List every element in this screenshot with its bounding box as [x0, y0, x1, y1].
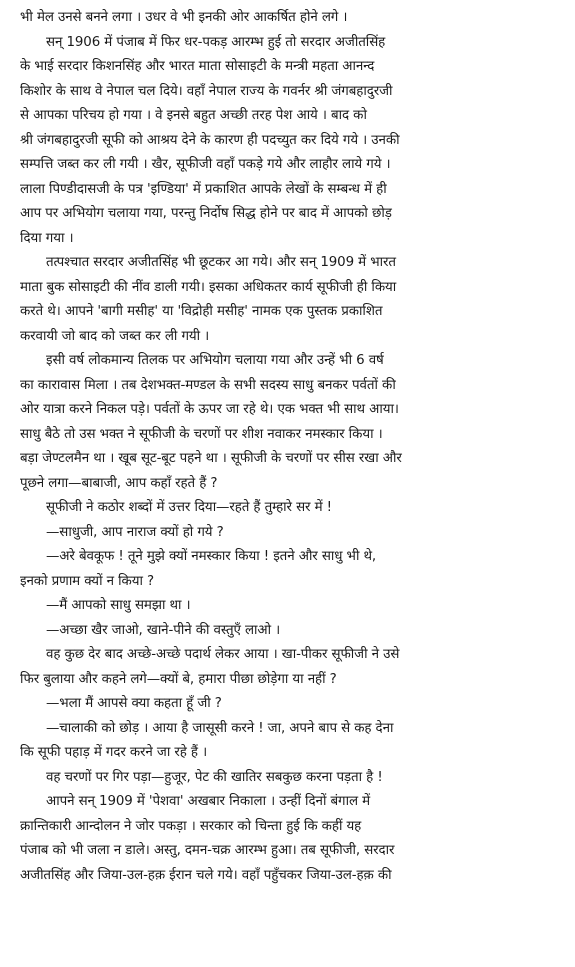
text-line: —मैं आपको साधु समझा था ।: [46, 598, 191, 613]
text-line: कि सूफी पहाड़ में गदर करने जा रहे हैं ।: [20, 745, 208, 760]
text-line: करवायी जो बाद को जब्त कर ली गयी ।: [20, 328, 210, 344]
text-line: क्रान्तिकारी आन्दोलन ने जोर पकड़ा । सरकार को चिन्ता हुई कि कहीं यह: [20, 818, 362, 834]
text-line: के भाई सरदार किशनसिंह और भारत माता सोसाइटी के मन्त्री महता आनन्द: [20, 59, 375, 74]
text-line: इनको प्रणाम क्यों न किया ?: [20, 573, 155, 589]
text-line: सम्पत्ति जब्त कर ली गयी । खैर, सूफीजी वहाँ पकड़े गये और लाहौर लाये गये ।: [20, 157, 391, 172]
text-line: बड़ा जेण्टलमैन था । खूब सूट-बूट पहने था । सूफीजी के चरणों पर सीस रखा और: [20, 451, 402, 466]
text-line: तत्पश्चात सरदार अजीतसिंह भी छूटकर आ गये। और सन् 1909 में भारत: [46, 255, 396, 270]
text-line: पूछने लगा—बाबाजी, आप कहाँ रहते हैं ?: [20, 475, 218, 491]
text-line: का कारावास मिला । तब देशभक्त-मण्डल के सभी सदस्य साधु बनकर पर्वतों की: [20, 377, 396, 393]
text-line: वह चरणों पर गिर पड़ा—हुजूर, पेट की खातिर सबकुछ करना पड़ता है !: [46, 769, 383, 785]
text-line: फिर बुलाया और कहने लगे—क्यों बे, हमारा पीछा छोड़ेगा या नहीं ?: [20, 671, 337, 687]
text-line: साधु बैठे तो उस भक्त ने सूफीजी के चरणों पर शीश नवाकर नमस्कार किया ।: [20, 426, 383, 442]
text-line: सूफीजी ने कठोर शब्दों में उत्तर दिया—रहते हैं तुम्हारे सर में !: [46, 500, 332, 515]
text-line: पंजाब को भी जला न डाले। अस्तु, दमन-चक्र आरम्भ हुआ। तब सूफीजी, सरदार: [20, 843, 395, 858]
text-line: से आपका परिचय हो गया । वे इनसे बहुत अच्छी तरह पेश आये । बाद को: [20, 108, 367, 123]
text-line: अजीतसिंह और जिया-उल-हक़ ईरान चले गये। वहाँ पहुँचकर जिया-उल-हक़ की: [20, 867, 392, 883]
text-line: आप पर अभियोग चलाया गया, परन्तु निर्दोष सिद्ध होने पर बाद में आपको छोड़: [20, 206, 392, 221]
text-line: लाला पिण्डीदासजी के पत्र 'इण्डिया' में प्रकाशित आपके लेखों के सम्बन्ध में ही: [20, 181, 387, 197]
text-line: —अरे बेवकूफ ! तूने मुझे क्यों नमस्कार किया ! इतने और साधु भी थे,: [46, 549, 377, 564]
text-line: —अच्छा खैर जाओ, खाने-पीने की वस्तुएँ लाओ ।: [46, 622, 281, 638]
text-line: वह कुछ देर बाद अच्छे-अच्छे पदार्थ लेकर आया । खा-पीकर सूफीजी ने उसे: [46, 647, 400, 662]
text-line: ओर यात्रा करने निकल पड़े। पर्वतों के ऊपर जा रहे थे। एक भक्त भी साथ आया।: [20, 402, 399, 417]
text-line: इसी वर्ष लोकमान्य तिलक पर अभियोग चलाया गया और उन्हें भी 6 वर्ष: [46, 353, 384, 368]
text-line: माता बुक सोसाइटी की नींव डाली गयी। इसका अधिकतर कार्य सूफीजी ही किया: [20, 279, 397, 295]
text-line: —चालाकी को छोड़ । आया है जासूसी करने ! जा, अपने बाप से कह देना: [46, 720, 394, 736]
text-line: आपने सन् 1909 में 'पेशवा' अखबार निकाला । उन्हीं दिनों बंगाल में: [46, 794, 370, 809]
text-line: करते थे। आपने 'बागी मसीह' या 'विद्रोही मसीह' नामक एक पुस्तक प्रकाशित: [20, 304, 383, 319]
text-line: सन् 1906 में पंजाब में फिर धर-पकड़ आरम्भ हुई तो सरदार अजीतसिंह: [46, 34, 386, 50]
text-line: —भला मैं आपसे क्या कहता हूँ जी ?: [46, 696, 222, 711]
text-line: भी मेल उनसे बनने लगा । उधर वे भी इनकी ओर आकर्षित होने लगे ।: [20, 10, 348, 25]
text-line: दिया गया ।: [20, 230, 74, 246]
text-line: किशोर के साथ वे नेपाल चल दिये। वहाँ नेपाल राज्य के गवर्नर श्री जंगबहादुरजी: [20, 83, 393, 99]
text-line: श्री जंगबहादुरजी सूफी को आश्रय देने के कारण ही पदच्युत कर दिये गये । उनकी: [20, 132, 400, 148]
text-line: —साधुजी, आप नाराज क्यों हो गये ?: [46, 524, 224, 540]
